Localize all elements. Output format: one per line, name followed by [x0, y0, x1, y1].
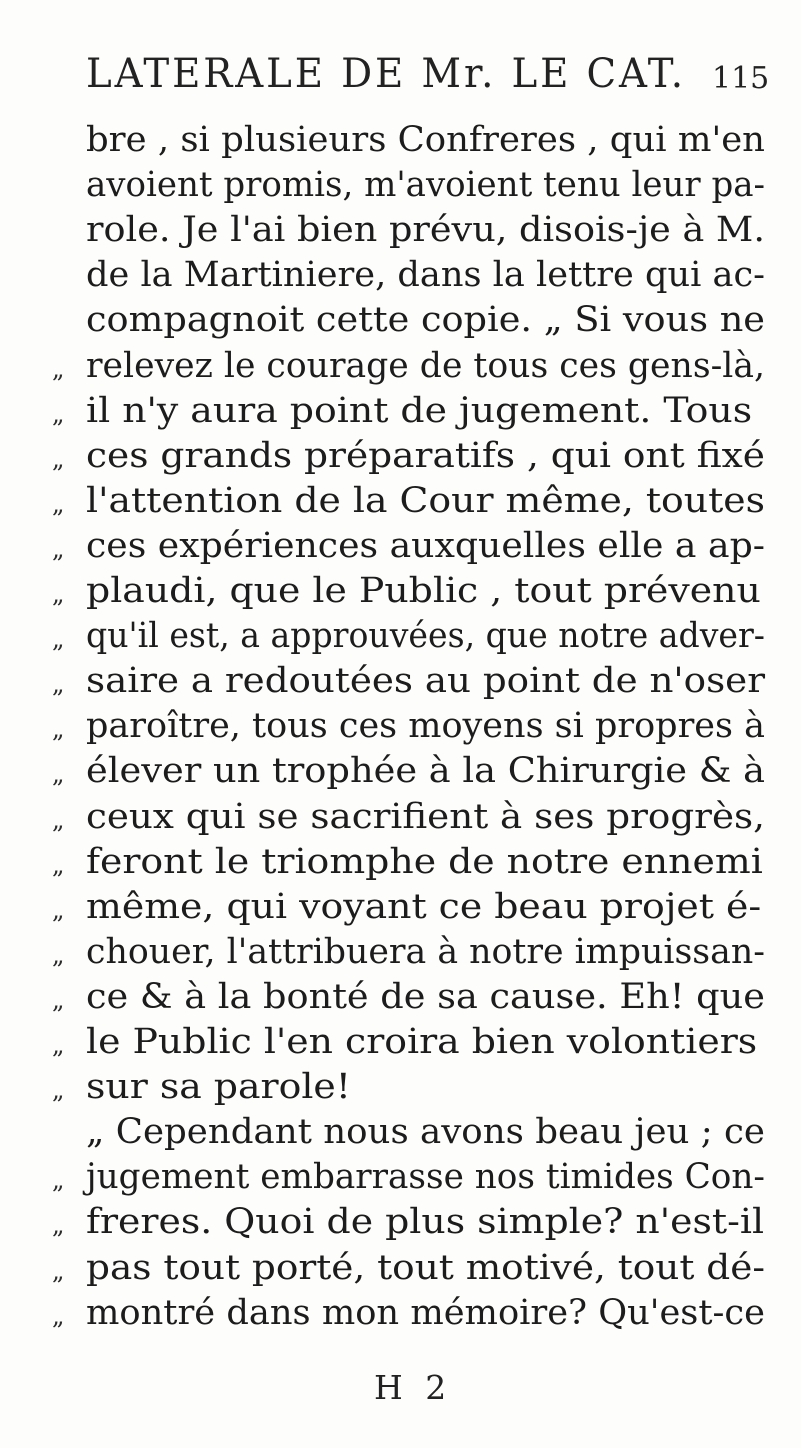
- text-line: [52, 749, 765, 793]
- text-line: [86, 298, 765, 342]
- line-text: paroître, tous ces moyens si propres à: [86, 706, 766, 747]
- page-number: 115: [712, 61, 770, 96]
- text-line: [52, 840, 763, 884]
- quote-mark: „: [52, 940, 65, 969]
- line-text: l'attention de la Cour même, toutes: [86, 480, 765, 521]
- text-line: [52, 1020, 758, 1064]
- text-line: [86, 118, 765, 162]
- quote-mark: „: [52, 489, 65, 518]
- signature-mark: H 2: [374, 1368, 453, 1407]
- running-title: LATERALE DE Mr. LE CAT.: [86, 51, 686, 97]
- line-text: ceux qui se sacrifient à ses progrès,: [86, 796, 766, 837]
- quote-mark: „: [52, 354, 65, 383]
- line-text: ces expériences auxquelles elle a ap-: [86, 525, 766, 566]
- text-line: [52, 659, 765, 703]
- quote-mark: „: [52, 444, 65, 473]
- line-text: compagnoit cette copie. „ Si vous ne: [86, 300, 765, 341]
- text-line: [86, 253, 763, 297]
- text-line: [52, 930, 770, 974]
- quote-mark: „: [52, 760, 65, 789]
- text-line: [52, 344, 773, 388]
- line-text: il n'y aura point de jugement. Tous: [86, 390, 753, 431]
- text-line: [52, 1200, 765, 1244]
- quote-mark: „: [52, 1256, 65, 1285]
- quote-mark: „: [52, 670, 65, 699]
- text-line: [52, 524, 766, 568]
- text-line: [52, 885, 762, 929]
- quote-mark: „: [52, 805, 65, 834]
- quote-mark: „: [52, 850, 65, 879]
- quote-mark: „: [52, 625, 65, 654]
- line-text: freres. Quoi de plus simple? n'est-il: [86, 1202, 765, 1243]
- line-text: „ Cependant nous avons beau jeu ; ce: [86, 1112, 765, 1153]
- line-text: relevez le courage de tous ces gens-là,: [86, 345, 765, 386]
- quote-mark: „: [52, 1031, 65, 1059]
- quote-mark: „: [52, 1301, 65, 1330]
- text-line: [52, 434, 765, 478]
- line-text: chouer, l'attribuera à notre impuissan-: [86, 931, 765, 972]
- quote-mark: „: [52, 580, 65, 608]
- line-text: montré dans mon mémoire? Qu'est-ce: [86, 1292, 765, 1333]
- quote-mark: „: [52, 895, 65, 924]
- text-line: [86, 1110, 765, 1154]
- line-text: ce & à la bonté de sa cause. Eh! que: [86, 976, 765, 1017]
- text-line: [52, 1155, 780, 1199]
- quote-mark: „: [52, 1076, 65, 1105]
- text-line: [52, 1291, 765, 1335]
- line-text: de la Martiniere, dans la lettre qui ac-: [86, 255, 765, 296]
- line-text: le Public l'en croira bien volontiers: [86, 1022, 758, 1062]
- quote-mark: „: [52, 1166, 65, 1195]
- line-text: élever un trophée à la Chirurgie & à: [86, 751, 765, 792]
- line-text: même, qui voyant ce beau projet é-: [86, 886, 762, 927]
- quote-mark: „: [52, 715, 65, 744]
- line-text: qu'il est, a approuvées, que notre adver-: [86, 616, 765, 657]
- line-text: sur sa parole!: [86, 1067, 351, 1108]
- text-line: [52, 795, 766, 839]
- text-line: [52, 479, 765, 523]
- line-text: ces grands préparatifs , qui ont fixé: [86, 435, 765, 476]
- quote-mark: „: [52, 399, 65, 428]
- text-line: [52, 389, 753, 433]
- text-line: [52, 704, 765, 748]
- quote-mark: „: [52, 985, 65, 1014]
- line-text: role. Je l'ai bien prévu, disois-je à M.: [86, 210, 765, 251]
- line-text: feront le triomphe de notre ennemi: [86, 841, 763, 882]
- line-text: jugement embarrasse nos timides Con-: [86, 1157, 765, 1198]
- line-text: pas tout porté, tout motivé, tout dé-: [86, 1247, 765, 1288]
- quote-mark: „: [52, 534, 65, 563]
- text-line: [52, 1246, 765, 1290]
- line-text: avoient promis, m'avoient tenu leur pa-: [86, 165, 765, 206]
- line-text: plaudi, que le Public , tout prévenu: [86, 571, 761, 611]
- text-line: [52, 614, 801, 658]
- text-line: [86, 163, 785, 207]
- running-head: [0, 50, 801, 100]
- text-line: [52, 975, 765, 1019]
- line-text: bre , si plusieurs Confreres , qui m'en: [86, 120, 765, 160]
- line-text: saire a redoutées au point de n'oser: [86, 661, 765, 702]
- text-line: [52, 1065, 351, 1109]
- quote-mark: „: [52, 1211, 65, 1240]
- text-line: [52, 569, 761, 613]
- text-line: [86, 208, 765, 252]
